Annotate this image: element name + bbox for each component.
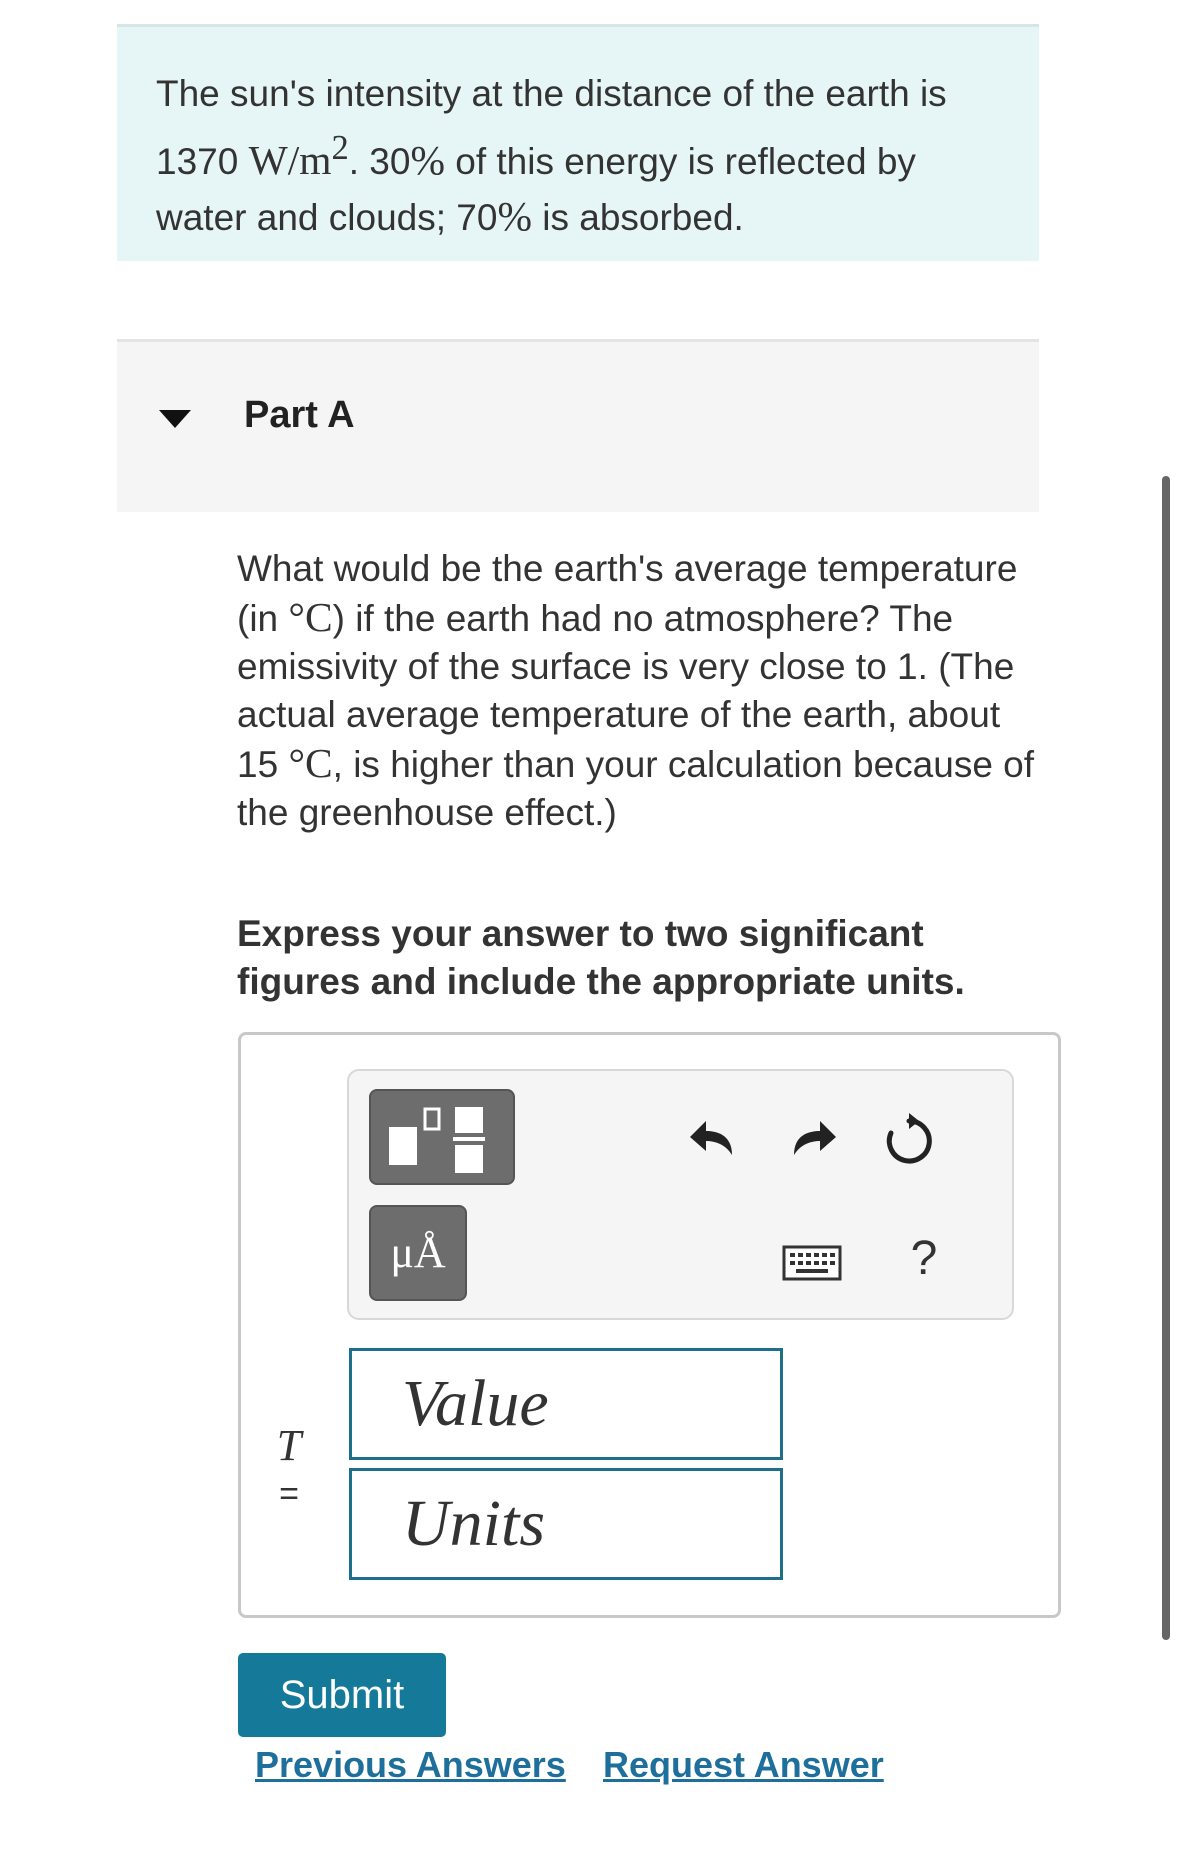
reset-icon[interactable] [879, 1111, 939, 1171]
submit-button[interactable]: Submit [238, 1653, 446, 1737]
variable-label: T [276, 1421, 302, 1470]
intro-text: The sun's intensity at the distance of the earth is 1370 $W/m^2$. 30% of this energy is reflected by water and clouds; 70% is absorbed. [156, 73, 947, 239]
answer-instruction: Express your answer to two significant figures and include the appropriate units. [237, 913, 965, 1002]
units-icon: μÅ [390, 1228, 446, 1277]
undo-icon[interactable] [686, 1111, 740, 1165]
intensity-unit: $W/m^2$ [248, 129, 349, 183]
question-text: What would be the earth's average temperature (in °C) if the earth had no atmosphere? The emissivity of the surface is very close to 1. (The actual average temperature of the earth, about 15 °C, is higher than your calculation because of the greenhouse effect.) [237, 548, 1035, 833]
request-answer-link[interactable]: Request Answer [603, 1744, 884, 1785]
value-input[interactable] [349, 1348, 783, 1460]
problem-intro [117, 24, 1039, 261]
templates-icon [369, 1089, 515, 1185]
part-a-header[interactable] [117, 339, 1039, 512]
math-toolbar [347, 1069, 1014, 1320]
previous-answers-link[interactable]: Previous Answers [255, 1744, 566, 1785]
answer-box [238, 1032, 1061, 1618]
scrollbar[interactable] [1162, 476, 1170, 1640]
keyboard-icon[interactable] [782, 1243, 842, 1283]
redo-icon[interactable] [786, 1111, 840, 1165]
equals-sign: = [279, 1475, 299, 1513]
help-icon[interactable]: ? [910, 1232, 938, 1285]
units-input[interactable] [349, 1468, 783, 1580]
templates-button[interactable] [369, 1089, 515, 1185]
part-title: Part A [244, 394, 355, 436]
units-button[interactable] [369, 1205, 467, 1301]
caret-down-icon[interactable] [159, 410, 191, 428]
